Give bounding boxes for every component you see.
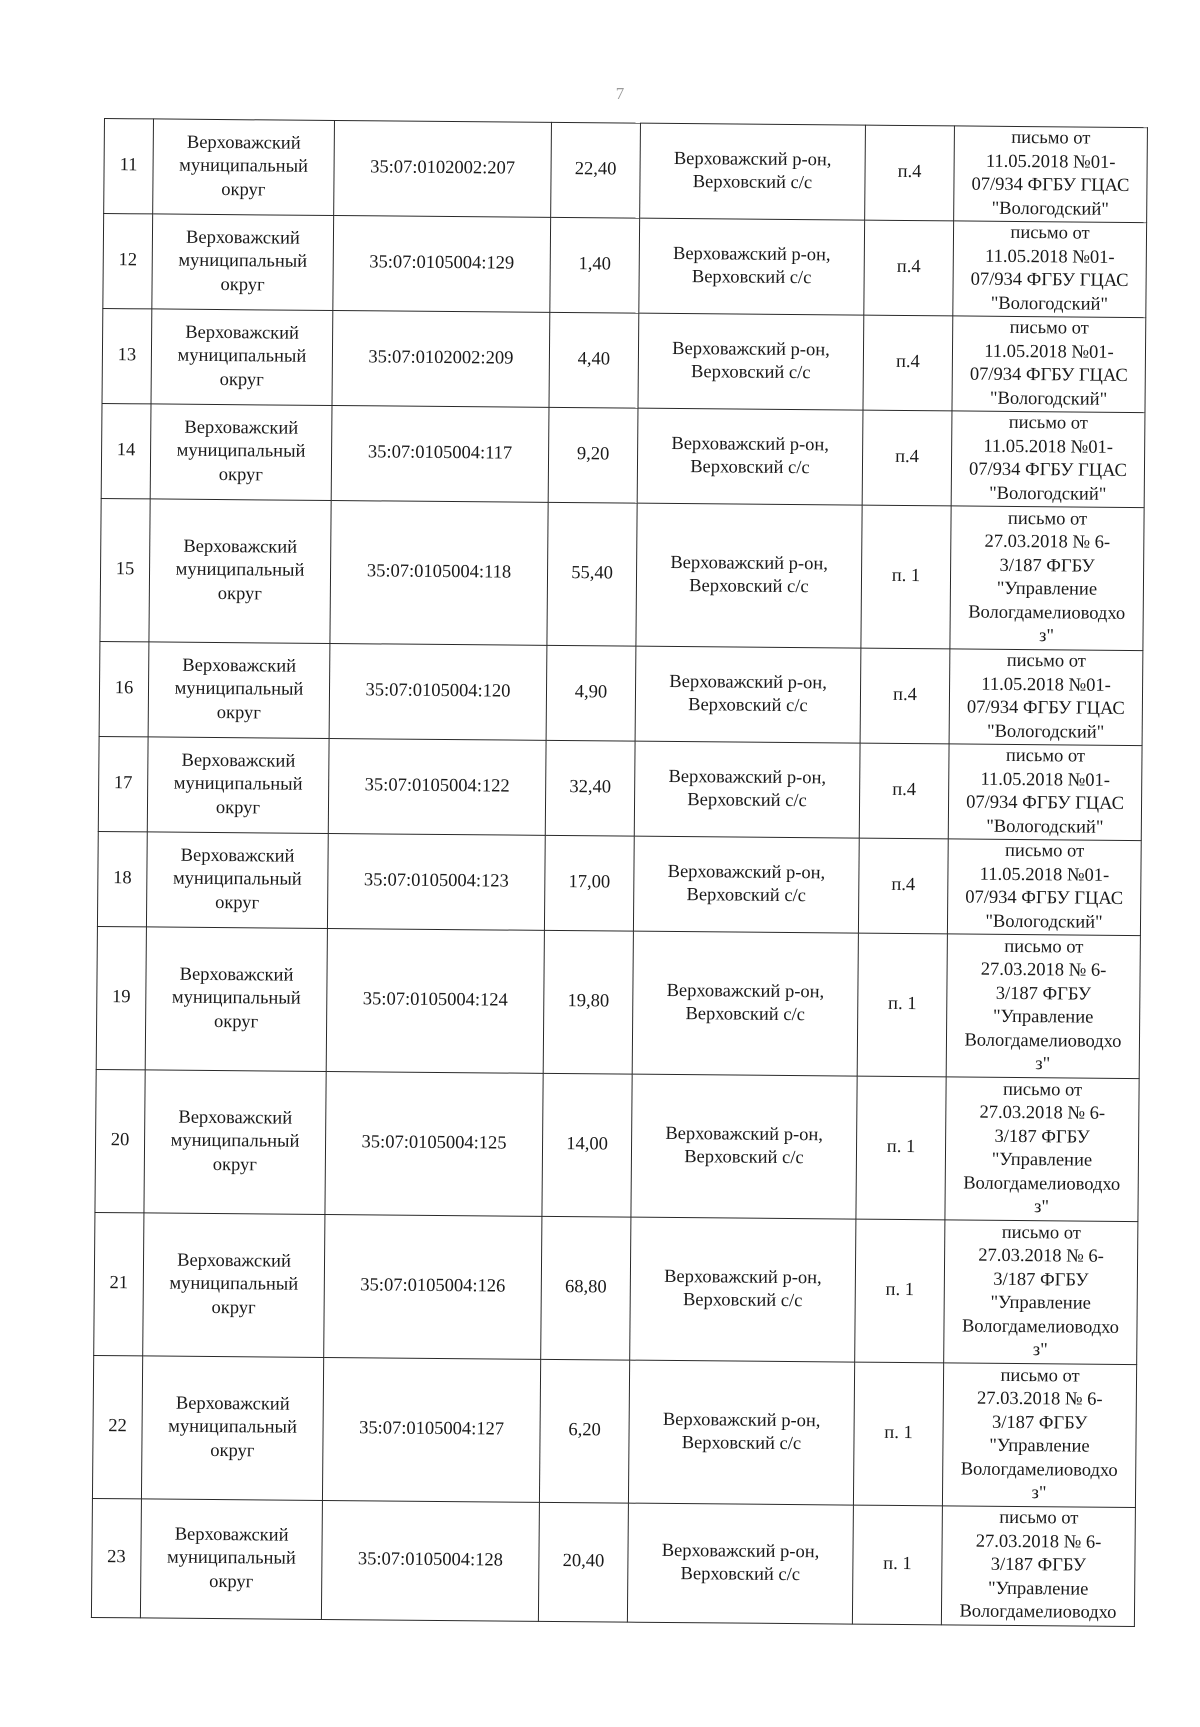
- row-number-text: 11: [119, 155, 138, 176]
- table-row: [92, 1355, 1136, 1507]
- cadastral-number-text: 35:07:0105004:128: [357, 1549, 503, 1571]
- row-number-cell: [101, 403, 151, 498]
- location-cell: [627, 1503, 853, 1624]
- location-text: Верховажский р-он, Верховский с/с: [672, 338, 830, 384]
- table-row: [104, 119, 1148, 223]
- municipality-cell: [145, 927, 327, 1072]
- document-cell: [954, 126, 1148, 223]
- cadastral-number-text: 35:07:0105004:123: [363, 870, 509, 892]
- table-row: [94, 1212, 1138, 1364]
- document-cell: [953, 221, 1147, 318]
- location-text: Верховажский р-он, Верховский с/с: [672, 243, 831, 289]
- area-cell: [550, 217, 640, 313]
- municipality-cell: [147, 737, 329, 834]
- location-cell: [634, 741, 860, 838]
- item-text: п.4: [893, 685, 917, 706]
- location-text: Верховажский р-он, Верховский с/с: [668, 766, 827, 812]
- cadastral-number-cell: [322, 1357, 540, 1502]
- municipality-text: Верховажский муниципальный округ: [179, 132, 309, 201]
- row-number-text: 21: [109, 1273, 129, 1294]
- item-cell: [863, 315, 953, 411]
- document-text: письмо от 27.03.2018 № 6- 3/187 ФГБУ "Управление Вологдамелиоводхо: [959, 1508, 1117, 1624]
- item-text: п.4: [891, 875, 916, 896]
- item-cell: [853, 1362, 943, 1506]
- table-row: [95, 1069, 1139, 1221]
- municipality-cell: [152, 214, 334, 311]
- item-text: п. 1: [883, 1554, 912, 1575]
- item-text: п. 1: [888, 994, 917, 1015]
- item-text: п. 1: [891, 566, 921, 587]
- row-number-text: 18: [113, 868, 132, 889]
- item-text: п. 1: [884, 1423, 913, 1444]
- cadastral-number-text: 35:07:0105004:125: [361, 1132, 507, 1154]
- municipality-cell: [150, 404, 332, 501]
- location-cell: [635, 646, 861, 743]
- item-cell: [857, 933, 947, 1077]
- cadastral-number-cell: [330, 500, 548, 645]
- area-text: 22,40: [574, 159, 617, 180]
- area-cell: [546, 645, 636, 741]
- cadastral-number-text: 35:07:0105004:117: [367, 442, 513, 464]
- document-cell: [950, 506, 1144, 651]
- cadastral-number-text: 35:07:0105004:120: [365, 680, 511, 702]
- document-cell: [949, 649, 1143, 746]
- location-text: Верховажский р-он, Верховский с/с: [671, 433, 830, 479]
- document-text: письмо от 11.05.2018 №01- 07/934 ФГБУ ГЦАС "Вологодский": [966, 745, 1125, 838]
- cadastral-number-text: 35:07:0105004:126: [360, 1275, 506, 1297]
- row-number-text: 13: [117, 345, 137, 366]
- location-cell: [631, 1074, 857, 1219]
- municipality-cell: [140, 1499, 322, 1620]
- cadastral-number-text: 35:07:0102002:207: [370, 157, 516, 179]
- municipality-cell: [149, 499, 331, 644]
- document-cell: [947, 839, 1141, 936]
- document-cell: [941, 1506, 1135, 1627]
- area-text: 55,40: [571, 563, 613, 584]
- location-text: Верховажский р-он, Верховский с/с: [673, 148, 832, 194]
- document-cell: [945, 1077, 1139, 1222]
- item-cell: [856, 1076, 946, 1220]
- location-text: Верховажский р-он, Верховский с/с: [662, 1409, 821, 1455]
- location-text: Верховажский р-он, Верховский с/с: [670, 552, 829, 598]
- document-text: письмо от 27.03.2018 № 6- 3/187 ФГБУ "Управление Вологдамелиоводхо з": [961, 1222, 1120, 1361]
- municipality-text: Верховажский муниципальный округ: [172, 845, 302, 914]
- location-cell: [632, 931, 858, 1076]
- table-row: [102, 308, 1146, 412]
- item-text: п. 1: [885, 1280, 915, 1301]
- area-text: 9,20: [576, 444, 610, 465]
- municipality-text: Верховажский муниципальный округ: [173, 750, 303, 819]
- location-cell: [640, 123, 866, 220]
- document-text: письмо от 27.03.2018 № 6- 3/187 ФГБУ "Управление Вологдамелиоводхо з": [968, 508, 1126, 647]
- cadastral-number-text: 35:07:0105004:127: [359, 1418, 505, 1440]
- municipality-text: Верховажский муниципальный округ: [176, 417, 306, 486]
- item-cell: [861, 505, 951, 649]
- document-cell: [948, 744, 1142, 841]
- location-text: Верховажский р-он, Верховский с/с: [661, 1540, 820, 1586]
- row-number-cell: [97, 831, 147, 926]
- row-number-text: 20: [110, 1130, 130, 1151]
- area-text: 4,90: [574, 682, 608, 703]
- area-text: 68,80: [564, 1277, 607, 1298]
- document-text: письмо от 11.05.2018 №01- 07/934 ФГБУ ГЦАС "Вологодский": [966, 650, 1125, 743]
- area-cell: [538, 1502, 628, 1622]
- document-text: письмо от 27.03.2018 № 6- 3/187 ФГБУ "Управление Вологдамелиоводхо з": [963, 1079, 1121, 1218]
- item-text: п.4: [895, 447, 920, 468]
- location-cell: [630, 1217, 856, 1362]
- location-cell: [628, 1360, 854, 1505]
- area-text: 6,20: [568, 1420, 601, 1441]
- item-text: п.4: [895, 352, 920, 373]
- document-text: письмо от 27.03.2018 № 6- 3/187 ФГБУ "Управление Вологдамелиоводхо з": [960, 1365, 1118, 1504]
- location-cell: [633, 836, 859, 933]
- table-body: [91, 119, 1147, 1627]
- document-text: письмо от 11.05.2018 №01- 07/934 ФГБУ ГЦАС "Вологодский": [965, 840, 1124, 933]
- page-number: 7: [615, 84, 625, 103]
- cadastral-number-text: 35:07:0105004:118: [366, 561, 512, 583]
- municipality-cell: [143, 1213, 325, 1358]
- location-text: Верховажский р-он, Верховский с/с: [669, 671, 827, 717]
- row-number-cell: [91, 1498, 141, 1617]
- row-number-text: 12: [118, 250, 138, 271]
- item-cell: [865, 125, 955, 221]
- document-cell: [951, 411, 1145, 508]
- row-number-cell: [95, 1069, 145, 1212]
- document-cell: [952, 316, 1146, 413]
- table-row: [101, 403, 1145, 507]
- cadastral-number-cell: [325, 1071, 543, 1216]
- municipality-text: Верховажский муниципальный округ: [169, 1250, 299, 1319]
- row-number-cell: [96, 926, 146, 1069]
- cadastral-number-text: 35:07:0102002:209: [368, 347, 514, 369]
- area-cell: [547, 502, 637, 646]
- document-text: письмо от 27.03.2018 № 6- 3/187 ФГБУ "Управление Вологдамелиоводхо з": [964, 936, 1122, 1075]
- row-number-cell: [98, 736, 148, 831]
- row-number-text: 19: [111, 987, 131, 1008]
- row-number-cell: [103, 214, 153, 309]
- municipality-cell: [141, 1356, 323, 1501]
- row-number-cell: [92, 1355, 142, 1498]
- document-cell: [944, 1220, 1138, 1365]
- municipality-text: Верховажский муниципальный округ: [174, 655, 304, 724]
- land-plots-table: [91, 118, 1148, 1627]
- area-text: 19,80: [567, 991, 610, 1012]
- area-text: 1,40: [578, 254, 612, 275]
- area-text: 32,40: [569, 777, 612, 798]
- cadastral-number-text: 35:07:0105004:129: [369, 252, 515, 274]
- location-cell: [639, 218, 865, 315]
- municipality-cell: [153, 119, 335, 216]
- location-text: Верховажский р-он, Верховский с/с: [666, 980, 825, 1026]
- municipality-cell: [151, 309, 333, 406]
- row-number-cell: [99, 641, 149, 736]
- document-text: письмо от 11.05.2018 №01- 07/934 ФГБУ ГЦАС "Вологодский": [971, 127, 1130, 220]
- row-number-cell: [100, 498, 150, 641]
- area-cell: [551, 122, 641, 218]
- area-cell: [544, 835, 634, 931]
- cadastral-number-cell: [329, 643, 547, 740]
- location-text: Верховажский р-он, Верховский с/с: [665, 1123, 824, 1169]
- item-cell: [860, 648, 950, 744]
- cadastral-number-text: 35:07:0105004:122: [364, 775, 510, 797]
- document-text: письмо от 11.05.2018 №01- 07/934 ФГБУ ГЦАС "Вологодский": [970, 222, 1129, 315]
- municipality-text: Верховажский муниципальный округ: [166, 1524, 296, 1593]
- municipality-text: Верховажский муниципальный округ: [168, 1393, 298, 1462]
- municipality-cell: [146, 832, 328, 929]
- cadastral-number-cell: [333, 216, 551, 313]
- item-cell: [858, 838, 948, 934]
- location-cell: [636, 503, 862, 648]
- cadastral-number-cell: [332, 311, 550, 408]
- row-number-text: 15: [115, 559, 135, 580]
- municipality-cell: [148, 642, 330, 739]
- municipality-text: Верховажский муниципальный округ: [177, 322, 307, 391]
- cadastral-number-cell: [327, 833, 545, 930]
- document-text: письмо от 11.05.2018 №01- 07/934 ФГБУ ГЦАС "Вологодский": [968, 412, 1127, 505]
- cadastral-number-text: 35:07:0105004:124: [362, 989, 508, 1011]
- item-text: п.4: [892, 780, 917, 801]
- cadastral-number-cell: [324, 1214, 542, 1359]
- cadastral-number-cell: [334, 121, 552, 218]
- document-cell: [942, 1363, 1136, 1508]
- row-number-cell: [104, 119, 154, 214]
- table-row: [99, 641, 1143, 745]
- row-number-text: 17: [113, 773, 133, 794]
- cadastral-number-cell: [321, 1500, 539, 1621]
- area-text: 14,00: [566, 1134, 608, 1155]
- municipality-text: Верховажский муниципальный округ: [171, 964, 301, 1033]
- table-row: [98, 736, 1142, 840]
- cadastral-number-cell: [331, 406, 549, 503]
- area-cell: [543, 930, 633, 1074]
- document-text: письмо от 11.05.2018 №01- 07/934 ФГБУ ГЦАС "Вологодский": [969, 317, 1128, 410]
- table-row: [91, 1498, 1135, 1626]
- item-cell: [862, 410, 952, 506]
- item-cell: [855, 1219, 945, 1363]
- item-cell: [852, 1505, 942, 1625]
- area-cell: [539, 1359, 629, 1503]
- location-text: Верховажский р-он, Верховский с/с: [667, 861, 826, 907]
- municipality-text: Верховажский муниципальный округ: [178, 227, 308, 296]
- table-row: [103, 214, 1147, 318]
- table-row: [97, 831, 1141, 935]
- table-row: [100, 498, 1144, 650]
- area-cell: [548, 407, 638, 503]
- document-cell: [946, 934, 1140, 1079]
- cadastral-number-cell: [328, 738, 546, 835]
- row-number-text: 22: [108, 1416, 127, 1437]
- table-row: [96, 926, 1140, 1078]
- municipality-cell: [144, 1070, 326, 1215]
- area-cell: [542, 1073, 632, 1217]
- row-number-text: 23: [107, 1547, 126, 1568]
- area-cell: [549, 312, 639, 408]
- area-text: 17,00: [568, 872, 611, 893]
- item-text: п.4: [896, 257, 921, 278]
- cadastral-number-cell: [326, 928, 544, 1073]
- municipality-text: Верховажский муниципальный округ: [170, 1107, 300, 1176]
- item-text: п. 1: [886, 1137, 916, 1158]
- municipality-text: Верховажский муниципальный округ: [175, 536, 305, 605]
- area-text: 4,40: [577, 349, 611, 370]
- area-cell: [541, 1216, 631, 1360]
- location-text: Верховажский р-он, Верховский с/с: [664, 1266, 822, 1312]
- area-cell: [545, 740, 635, 836]
- row-number-text: 14: [116, 440, 136, 461]
- item-cell: [864, 220, 954, 316]
- area-text: 20,40: [562, 1551, 605, 1572]
- item-text: п.4: [897, 162, 922, 183]
- row-number-text: 16: [114, 678, 134, 699]
- location-cell: [637, 408, 863, 505]
- row-number-cell: [102, 308, 152, 403]
- row-number-cell: [94, 1212, 144, 1355]
- location-cell: [638, 313, 864, 410]
- item-cell: [859, 743, 949, 839]
